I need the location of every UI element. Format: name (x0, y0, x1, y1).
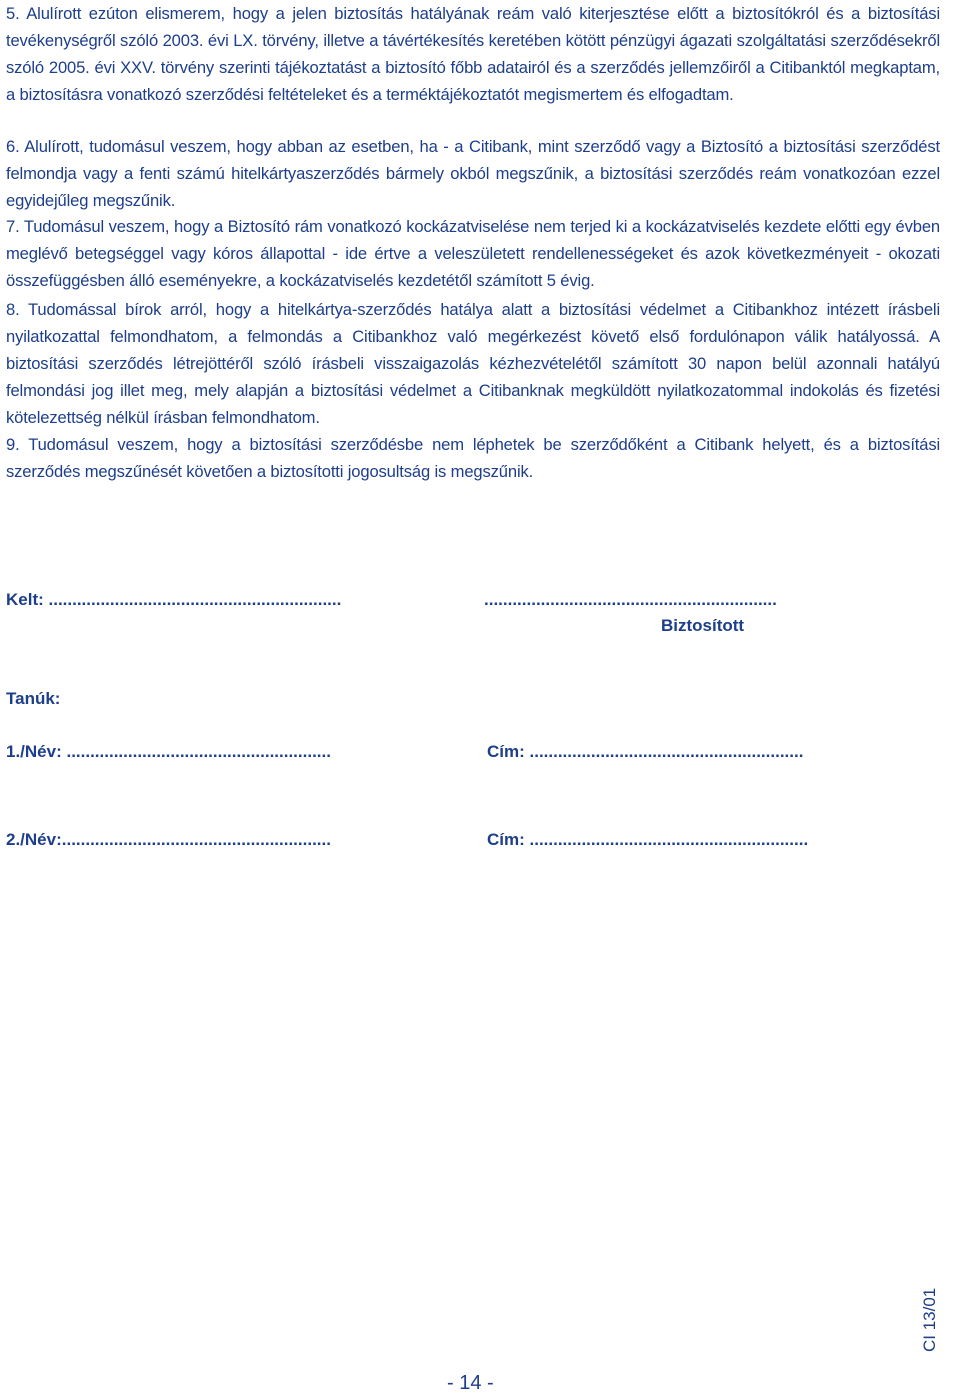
witness-1-address-field: Cím: .......................................................... (487, 742, 804, 761)
insured-label: Biztosított (661, 616, 745, 635)
witness-1-name-field: 1./Név: ........................................................ (6, 742, 331, 761)
document-code: CI 13/01 (920, 1287, 939, 1352)
witness-2-name-field: 2./Név:......................................................... (6, 830, 331, 849)
paragraph-6: 6. Alulírott, tudomásul veszem, hogy abban az esetben, ha - a Citibank, mint szerződő vagy a Biztosító a biztosítási szerződést felmondja vagy a fenti számú hitelkártyaszerződés bármely okból megszűnik, a biztosítási szerződés reám vonatkozóan ezzel egyidejűleg megszűnik. (6, 137, 940, 210)
date-field: Kelt: .............................................................. (6, 590, 342, 609)
paragraph-5: 5. Alulírott ezúton elismerem, hogy a jelen biztosítás hatályának reám való kiterjesztése előtt a biztosítókról és a biztosítási tevékenységről szóló 2003. évi LX. törvény, illetve a távértékesítés keretében kötött pénzügyi ágazati szolgáltatási szerződésekről szóló 2005. évi XXV. törvény szerinti tájékoztatást a biztosító főbb adatairól és a szerződés jellemzőiről a Citibanktól megkaptam, a biztosításra vonatkozó szerződési feltételeket és a terméktájékoztatót megismertem és elfogadtam. (6, 4, 940, 104)
witnesses-label: Tanúk: (6, 689, 61, 708)
page-number: - 14 - (447, 1372, 494, 1394)
insured-signature-line: .............................................................. (484, 590, 777, 609)
paragraph-7: 7. Tudomásul veszem, hogy a Biztosító rám vonatkozó kockázatviselése nem terjed ki a kockázatviselés kezdete előtti egy évben meglévő betegséggel vagy kóros állapottal - ide értve a veleszületett rendellenességeket és azok következményeit - okozati összefüggésben álló eseményekre, a kockázatviselés kezdetétől számított 5 évig. (6, 217, 940, 290)
paragraph-9: 9. Tudomásul veszem, hogy a biztosítási szerződésbe nem léphetek be szerződőként a Citibank helyett, és a biztosítási szerződés megszűnését követően a biztosítotti jogosultság is megszűnik. (6, 435, 940, 481)
paragraph-8: 8. Tudomással bírok arról, hogy a hitelkártya-szerződés hatálya alatt a biztosítási védelmet a Citibankhoz intézett írásbeli nyilatkozattal felmondhatom, a felmondás a Citibankhoz való megérkezést követő első fordulónapon válik hatályossá. A biztosítási szerződés létrejöttéről szóló írásbeli visszaigazolás kézhezvételétől számított 30 napon belül azonnali hatályú felmondási jog illet meg, mely alapján a biztosítási védelmet a Citibanknak megküldött nyilatkozatommal indokolás és fizetési kötelezettség nélkül írásban felmondhatom. (6, 300, 940, 427)
witness-2-address-field: Cím: ........................................................... (487, 830, 809, 849)
